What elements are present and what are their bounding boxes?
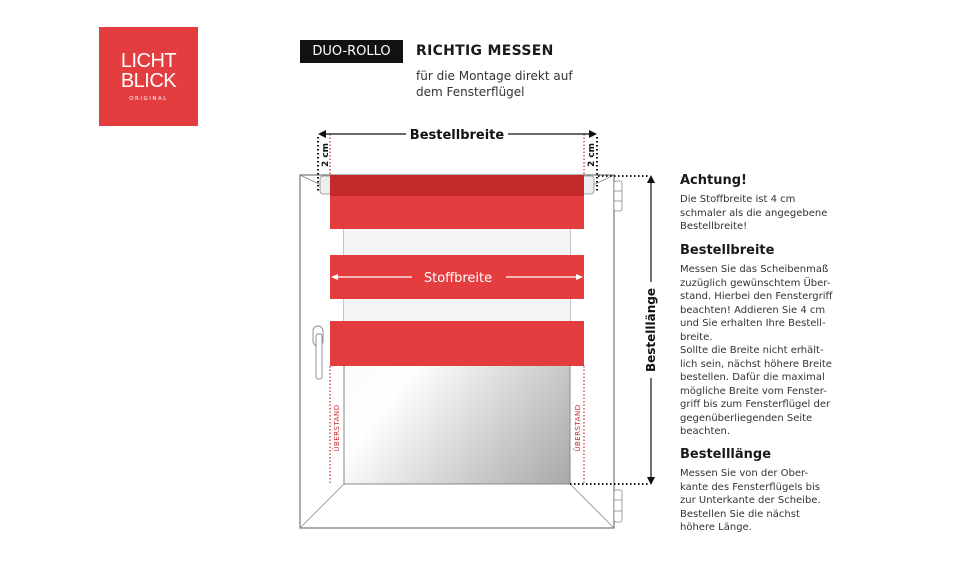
hinge-bottom bbox=[614, 490, 622, 522]
logo-line: BLICK bbox=[120, 70, 177, 92]
note-line: Messen Sie das Scheibenmaß bbox=[680, 264, 829, 275]
margin-label-right: 2 cm bbox=[587, 142, 597, 168]
note-line: griff bis zum Fensterflügel der bbox=[680, 399, 831, 410]
order-length-label: Bestelllänge bbox=[644, 287, 658, 373]
note-line: breite. bbox=[680, 331, 713, 343]
blind-stripe bbox=[330, 321, 584, 366]
note-line: stand. Hierbei den Fenstergriff bbox=[680, 291, 833, 302]
blind-stripe-translucent bbox=[344, 229, 570, 255]
note-line: Bestellbreite! bbox=[680, 221, 748, 232]
overhang-label-right: ÜBERSTAND bbox=[574, 404, 582, 452]
note-order-width bbox=[680, 243, 832, 439]
note-line: und Sie erhalten Ihre Bestell- bbox=[680, 318, 826, 329]
subtitle-line: dem Fensterflügel bbox=[416, 85, 525, 99]
note-line: mögliche Breite vom Fenster- bbox=[680, 385, 827, 397]
blind-stripe bbox=[330, 196, 584, 229]
note-line: kante des Fensterflügels bis bbox=[680, 481, 820, 493]
note-line: Die Stoffbreite ist 4 cm bbox=[680, 194, 796, 205]
note-heading: Bestelllänge bbox=[680, 447, 772, 462]
note-body bbox=[680, 263, 832, 439]
subtitle-line: für die Montage direkt auf bbox=[416, 69, 573, 83]
note-line: lich sein, nächst höhere Breite bbox=[680, 358, 832, 370]
note-line: gegenüberliegenden Seite bbox=[680, 412, 813, 424]
note-line: bestellen. Dafür die maximal bbox=[680, 372, 825, 383]
note-line: höhere Länge. bbox=[680, 522, 752, 533]
note-order-length bbox=[680, 447, 821, 535]
note-attention bbox=[680, 173, 827, 234]
note-heading: Bestellbreite bbox=[680, 243, 775, 258]
blind-stripe-translucent bbox=[344, 299, 570, 321]
note-line: zur Unterkante der Scheibe. bbox=[680, 495, 821, 506]
product-badge: DUO-ROLLO bbox=[300, 40, 403, 63]
note-line: Sollte die Breite nicht erhält- bbox=[680, 345, 824, 356]
note-body bbox=[680, 467, 821, 535]
note-body bbox=[680, 193, 827, 234]
logo-subtext: ORIGINAL bbox=[129, 96, 168, 102]
note-line: Bestellen Sie die nächst bbox=[680, 508, 800, 520]
page-title: RICHTIG MESSEN bbox=[416, 43, 554, 59]
note-line: beachten. bbox=[680, 426, 731, 437]
note-line: Messen Sie von der Ober- bbox=[680, 468, 809, 479]
margin-label-left: 2 cm bbox=[321, 142, 331, 168]
hinge-top bbox=[614, 181, 622, 211]
order-width-label: Bestellbreite bbox=[409, 128, 505, 143]
note-line: beachten! Addieren Sie 4 cm bbox=[680, 304, 826, 316]
fabric-width-label: Stoffbreite bbox=[423, 271, 493, 286]
note-line: zuzüglich gewünschtem Über- bbox=[680, 277, 831, 289]
note-line: schmaler als die angegebene bbox=[680, 207, 828, 219]
logo-line: LICHT bbox=[120, 50, 177, 72]
roller-tube bbox=[330, 175, 584, 196]
note-heading: Achtung! bbox=[680, 173, 747, 188]
overhang-label-left: ÜBERSTAND bbox=[333, 404, 341, 452]
